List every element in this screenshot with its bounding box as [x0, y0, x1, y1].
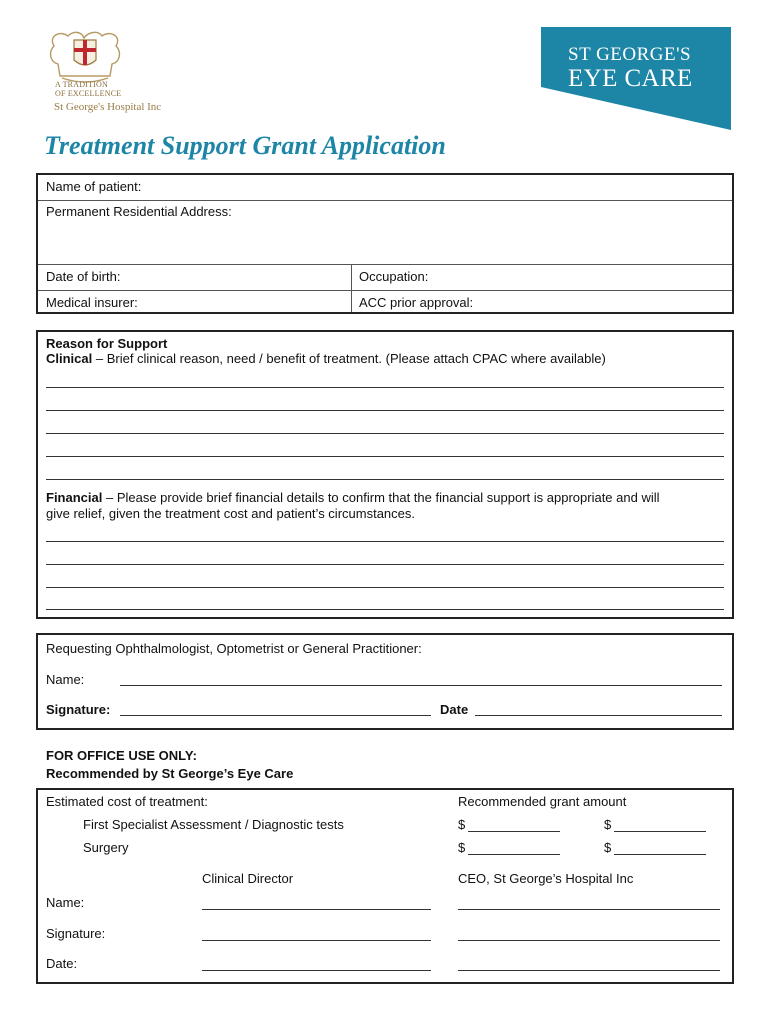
- grant-amount-line[interactable]: [614, 831, 706, 832]
- office-signature-label: Signature:: [46, 926, 106, 941]
- requester-box: [36, 633, 734, 730]
- requester-signature-label: Signature:: [46, 702, 111, 717]
- hospital-name: St George's Hospital Inc: [54, 101, 162, 113]
- grant-amount-line[interactable]: [614, 854, 706, 855]
- requester-signature-line[interactable]: [120, 715, 431, 716]
- financial-writing-line[interactable]: [46, 609, 724, 610]
- financial-label: Financial: [46, 490, 103, 505]
- requester-heading: Requesting Ophthalmologist, Optometrist or General Practitioner:: [46, 641, 422, 656]
- item-surgery: Surgery: [83, 840, 129, 855]
- clinical-text: – Brief clinical reason, need / benefit of treatment. (Please attach CPAC where available): [92, 351, 606, 366]
- patient-details-box: [36, 173, 734, 314]
- item-specialist-assessment: First Specialist Assessment / Diagnostic tests: [83, 817, 344, 832]
- clinical-writing-line[interactable]: [46, 410, 724, 411]
- brand-line2: EYE CARE: [568, 65, 693, 92]
- occupation-label: Occupation:: [359, 269, 429, 284]
- requester-name-label: Name:: [46, 672, 85, 687]
- requester-date-line[interactable]: [475, 715, 722, 716]
- financial-writing-line[interactable]: [46, 564, 724, 565]
- cost-amount-line[interactable]: [468, 831, 560, 832]
- financial-instructions: [46, 490, 660, 505]
- office-use-box: [36, 788, 734, 984]
- dob-label: Date of birth:: [46, 269, 121, 284]
- grant-amount-label: Recommended grant amount: [458, 794, 627, 809]
- crest-tagline-line2: OF EXCELLENCE: [55, 89, 122, 98]
- requester-name-line[interactable]: [120, 685, 722, 686]
- ceo-date-line[interactable]: [458, 970, 720, 971]
- ceo-heading: CEO, St George’s Hospital Inc: [458, 871, 634, 886]
- clinical-label: Clinical: [46, 351, 93, 366]
- ceo-signature-line[interactable]: [458, 940, 720, 941]
- financial-text-line2: give relief, given the treatment cost and patient’s circumstances.: [46, 506, 416, 521]
- acc-approval-label: ACC prior approval:: [359, 295, 474, 310]
- office-date-label: Date:: [46, 956, 78, 971]
- reason-heading: Reason for Support: [46, 336, 168, 351]
- office-subheading: Recommended by St George’s Eye Care: [46, 766, 294, 781]
- address-label: Permanent Residential Address:: [46, 204, 232, 219]
- clinical-instructions: [46, 351, 606, 366]
- column-divider: [351, 264, 352, 312]
- clinical-writing-line[interactable]: [46, 479, 724, 480]
- financial-writing-line[interactable]: [46, 587, 724, 588]
- director-signature-line[interactable]: [202, 940, 431, 941]
- estimated-cost-label: Estimated cost of treatment:: [46, 794, 208, 809]
- director-date-line[interactable]: [202, 970, 431, 971]
- reason-for-support-box: [36, 330, 734, 619]
- clinical-writing-line[interactable]: [46, 433, 724, 434]
- office-heading: FOR OFFICE USE ONLY:: [46, 748, 197, 763]
- divider: [38, 290, 732, 291]
- requester-date-label: Date: [440, 702, 469, 717]
- ceo-name-line[interactable]: [458, 909, 720, 910]
- divider: [38, 200, 732, 201]
- clinical-writing-line[interactable]: [46, 456, 724, 457]
- director-name-line[interactable]: [202, 909, 431, 910]
- insurer-label: Medical insurer:: [46, 295, 138, 310]
- cost-amount-line[interactable]: [468, 854, 560, 855]
- financial-text-line1: – Please provide brief financial details to confirm that the financial support is appropriate and will: [102, 490, 660, 505]
- crest-tagline-line1: A TRADITION: [55, 80, 108, 89]
- crest-tagline: [55, 80, 121, 98]
- financial-writing-line[interactable]: [46, 541, 724, 542]
- clinical-writing-line[interactable]: [46, 387, 724, 388]
- dollar-sign: $: [604, 817, 612, 832]
- patient-name-label: Name of patient:: [46, 179, 142, 194]
- page-title: Treatment Support Grant Application: [44, 131, 446, 160]
- clinical-director-heading: Clinical Director: [202, 871, 294, 886]
- brand-line1: ST GEORGE'S: [568, 44, 692, 65]
- office-name-label: Name:: [46, 895, 85, 910]
- divider: [38, 264, 732, 265]
- dollar-sign: $: [458, 840, 466, 855]
- dollar-sign: $: [458, 817, 466, 832]
- dollar-sign: $: [604, 840, 612, 855]
